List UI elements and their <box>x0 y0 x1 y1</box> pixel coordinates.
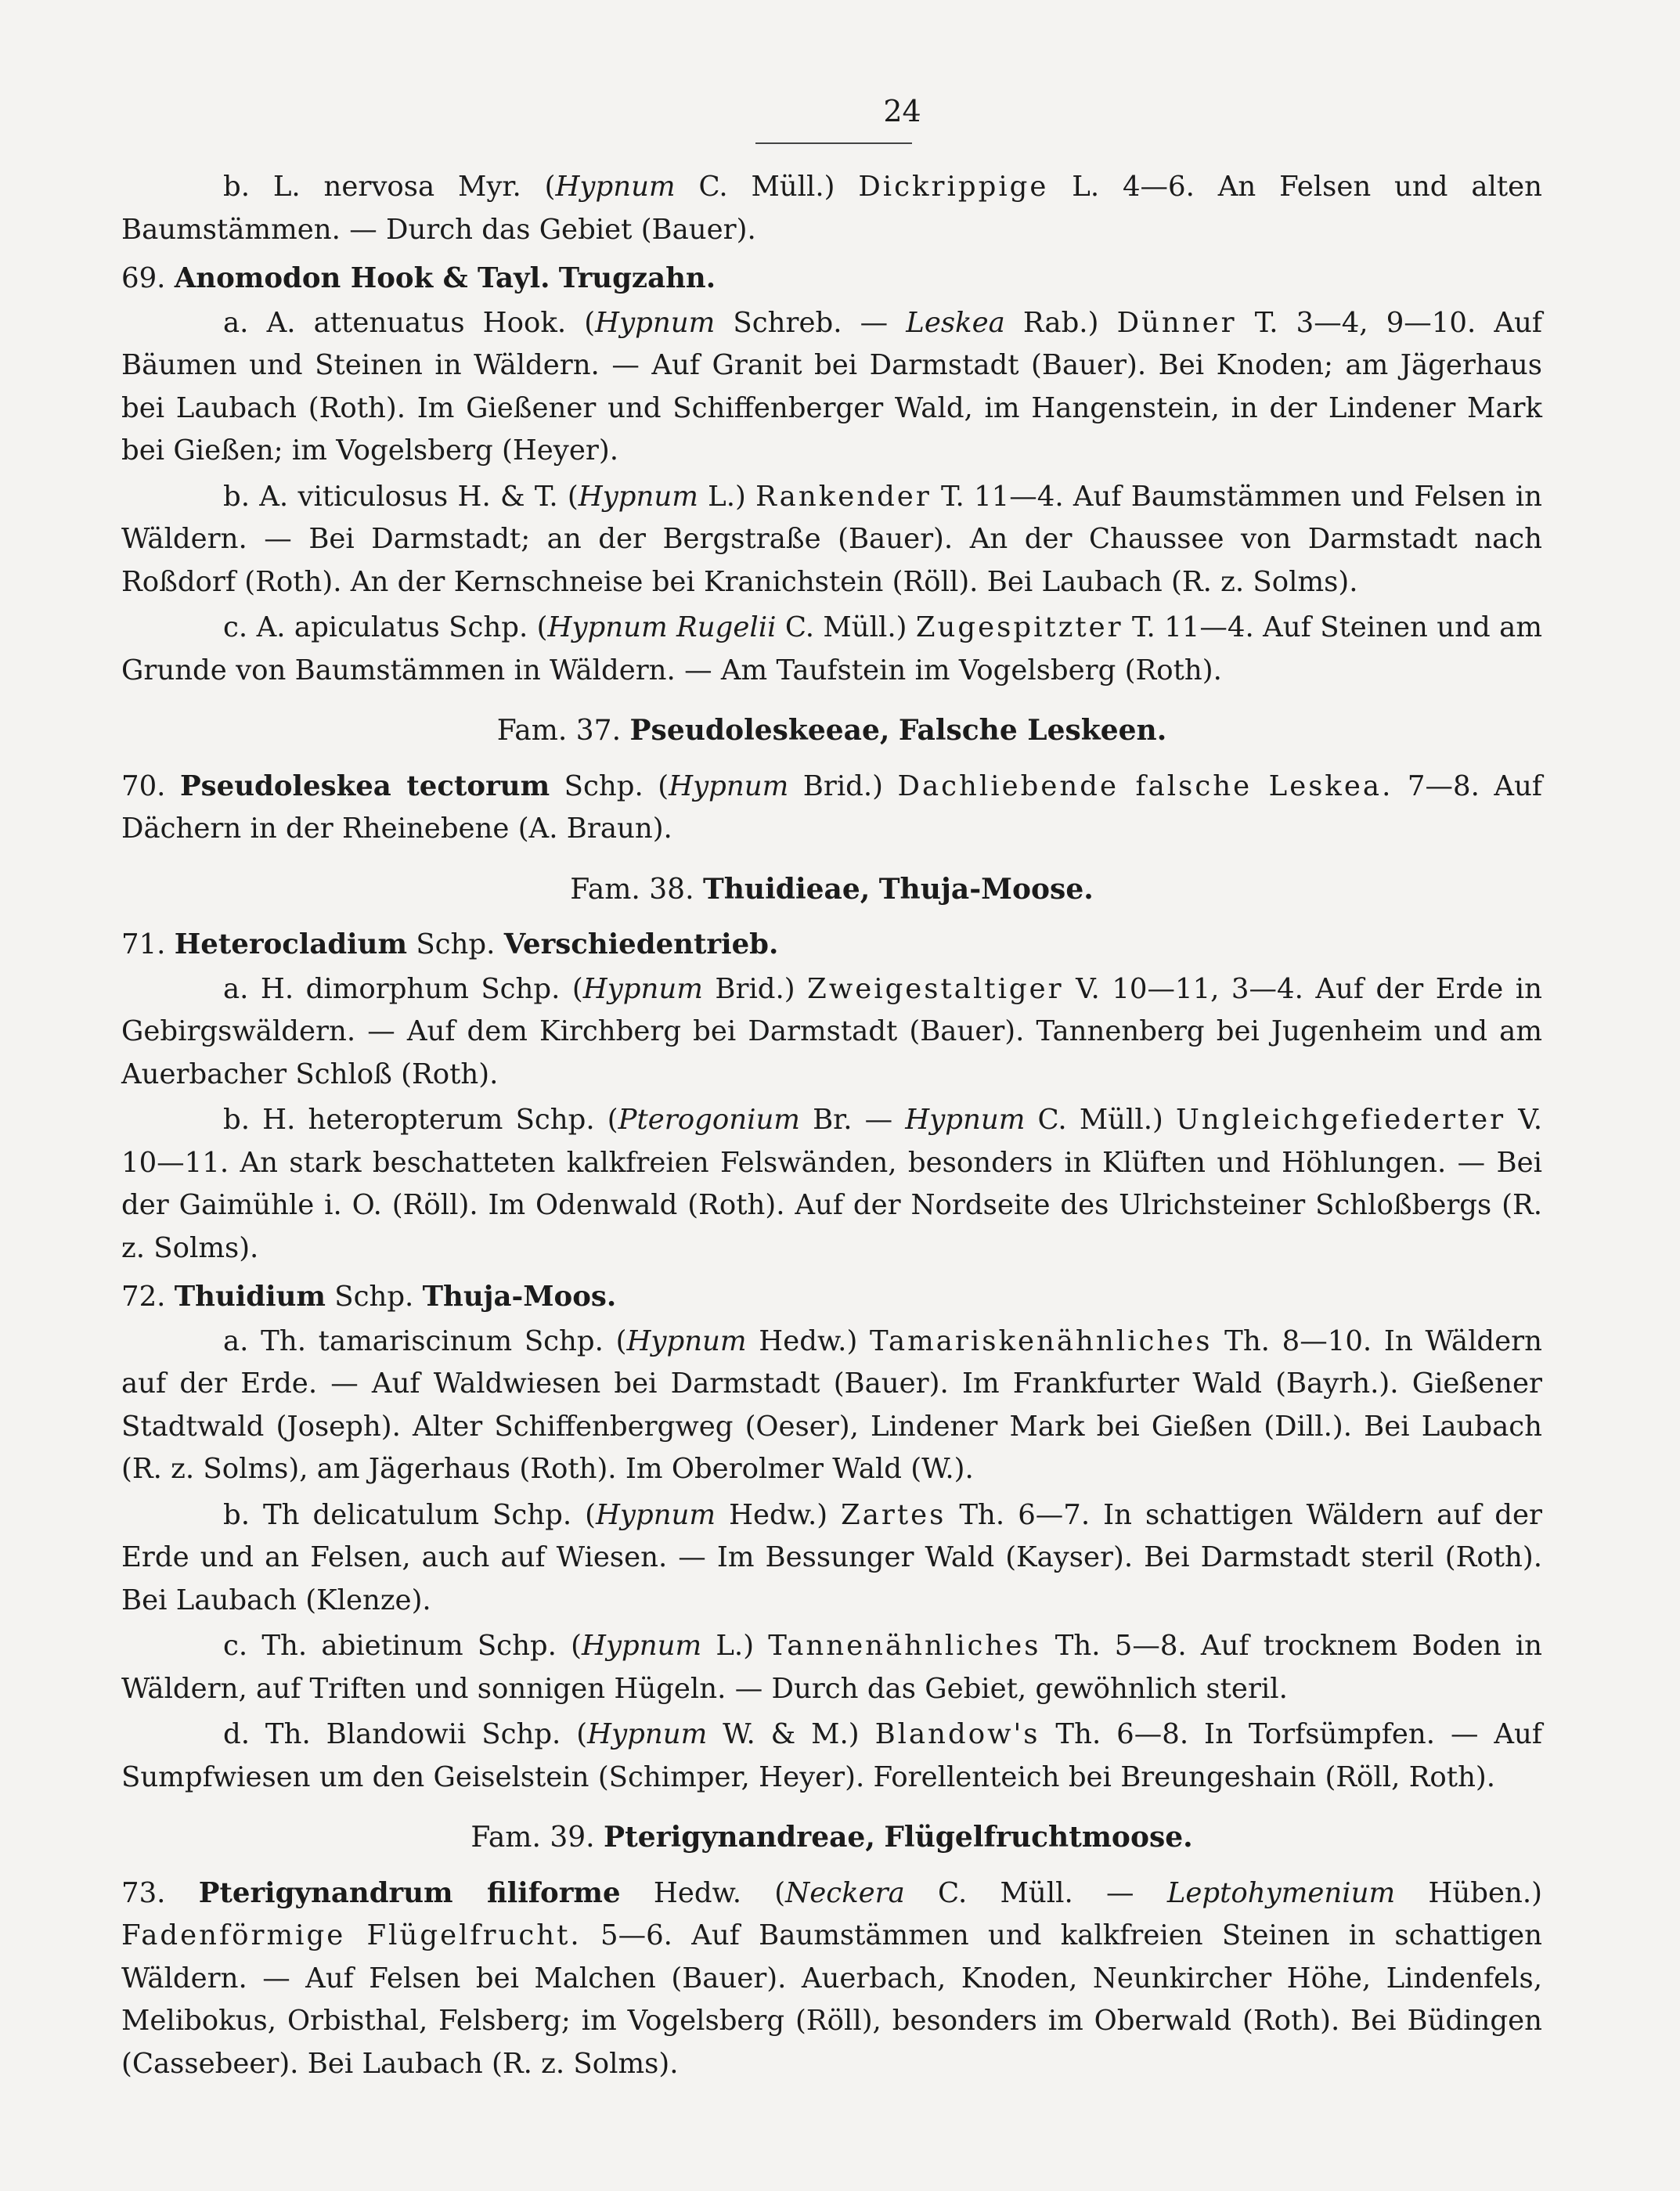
family-heading-39: Fam. 39. Pterigynandreae, Flügelfruchtmoose. <box>470 1821 1193 1854</box>
genus-heading-heterocladium: 71. Heterocladium Schp. Verschiedentrieb. <box>121 928 779 960</box>
species-entry-a-apiculatus: c. A. apiculatus Schp. (Hypnum Rugelii C. Müll.) Zugespitzter T. 11—4. Auf Steinen und am Grunde von Baumstämmen in Wäldern. — Am Taufstein im Vogelsberg (Roth). <box>121 611 1542 686</box>
page-number: 24 <box>883 94 921 128</box>
genus-heading-anomodon: 69. Anomodon Hook & Tayl. Trugzahn. <box>121 262 716 294</box>
family-heading-38: Fam. 38. Thuidieae, Thuja-Moose. <box>570 872 1094 906</box>
family-heading-37: Fam. 37. Pseudoleskeeae, Falsche Leskeen. <box>496 714 1167 747</box>
species-entry-th-delicatulum: b. Th delicatulum Schp. (Hypnum Hedw.) Zartes Th. 6—7. In schattigen Wäldern auf der Erde und an Felsen, auch auf Wiesen. — Im Bessunger Wald (Kayser). Bei Darmstadt steril (Roth). Bei Laubach (Klenze). <box>121 1498 1542 1616</box>
species-entry-pterigynandrum-filiforme: 73. Pterigynandrum filiforme Hedw. (Neckera C. Müll. — Leptohymenium Hüben.) Fadenförmige Flügelfrucht. 5—6. Auf Baumstämmen und kalkfreien Steinen in schattigen Wäldern. — Auf Felsen bei Malchen (Bauer). Auerbach, Knoden, Neunkircher Höhe, Lindenfels, Melibokus, Orbisthal, Felsberg; im Vogelsberg (Röll), besonders im Oberwald (Roth). Bei Büdingen (Cassebeer). Bei Laubach (R. z. Solms). <box>121 1876 1542 2080</box>
document-page <box>121 94 1542 2088</box>
species-entry-h-dimorphum: a. H. dimorphum Schp. (Hypnum Brid.) Zweigestaltiger V. 10—11, 3—4. Auf der Erde in Gebirgswäldern. — Auf dem Kirchberg bei Darmstadt (Bauer). Tannenberg bei Jugenheim und am Auerbacher Schloß (Roth). <box>121 972 1543 1090</box>
header-rule <box>755 142 912 144</box>
species-entry-h-heteropterum: b. H. heteropterum Schp. (Pterogonium Br. — Hypnum C. Müll.) Ungleichgefiederter V. 10—11. An stark beschatteten kalkfreien Felswänden, besonders in Klüften und Höhlungen. — Bei der Gaimühle i. O. (Röll). Im Odenwald (Roth). Auf der Nordseite des Ulrichsteiner Schloßbergs (R. z. Solms). <box>121 1104 1542 1264</box>
species-entry-a-viticulosus: b. A. viticulosus H. & T. (Hypnum L.) Rankender T. 11—4. Auf Baumstämmen und Felsen in Wäldern. — Bei Darmstadt; an der Bergstraße (Bauer). An der Chaussee von Darmstadt nach Roßdorf (Roth). An der Kernschneise bei Kranichstein (Röll). Bei Laubach (R. z. Solms). <box>121 480 1542 598</box>
genus-heading-thuidium: 72. Thuidium Schp. Thuja-Moos. <box>121 1281 617 1313</box>
species-entry-l-nervosa: b. L. nervosa Myr. (Hypnum C. Müll.) Dickrippige L. 4—6. An Felsen und alten Baumstämmen. — Durch das Gebiet (Bauer). <box>121 171 1542 246</box>
species-entry-a-attenuatus: a. A. attenuatus Hook. (Hypnum Schreb. — Leskea Rab.) Dünner T. 3—4, 9—10. Auf Bäumen und Steinen in Wäldern. — Auf Granit bei Darmstadt (Bauer). Bei Knoden; am Jägerhaus bei Laubach (Roth). Im Gießener und Schiffenberger Wald, im Hangenstein, in der Lindener Mark bei Gießen; im Vogelsberg (Heyer). <box>121 306 1543 467</box>
species-entry-th-tamariscinum: a. Th. tamariscinum Schp. (Hypnum Hedw.) Tamariskenähnliches Th. 8—10. In Wäldern auf der Erde. — Auf Waldwiesen bei Darmstadt (Bauer). Im Frankfurter Wald (Bayrh.). Gießener Stadtwald (Joseph). Alter Schiffenbergweg (Oeser), Lindener Mark bei Gießen (Dill.). Bei Laubach (R. z. Solms), am Jägerhaus (Roth). Im Oberolmer Wald (W.). <box>121 1324 1543 1485</box>
species-entry-th-abietinum: c. Th. abietinum Schp. (Hypnum L.) Tannenähnliches Th. 5—8. Auf trocknem Boden in Wäldern, auf Triften und sonnigen Hügeln. — Durch das Gebiet, gewöhnlich steril. <box>121 1630 1542 1705</box>
species-entry-pseudoleskea-tectorum: 70. Pseudoleskea tectorum Schp. (Hypnum Brid.) Dachliebende falsche Leskea. 7—8. Auf Dächern in der Rheinebene (A. Braun). <box>121 769 1543 845</box>
species-entry-th-blandowii: d. Th. Blandowii Schp. (Hypnum W. & M.) Blandow's Th. 6—8. In Torfsümpfen. — Auf Sumpfwiesen um den Geiselstein (Schimper, Heyer). Forellenteich bei Breungeshain (Röll, Roth). <box>121 1718 1543 1793</box>
